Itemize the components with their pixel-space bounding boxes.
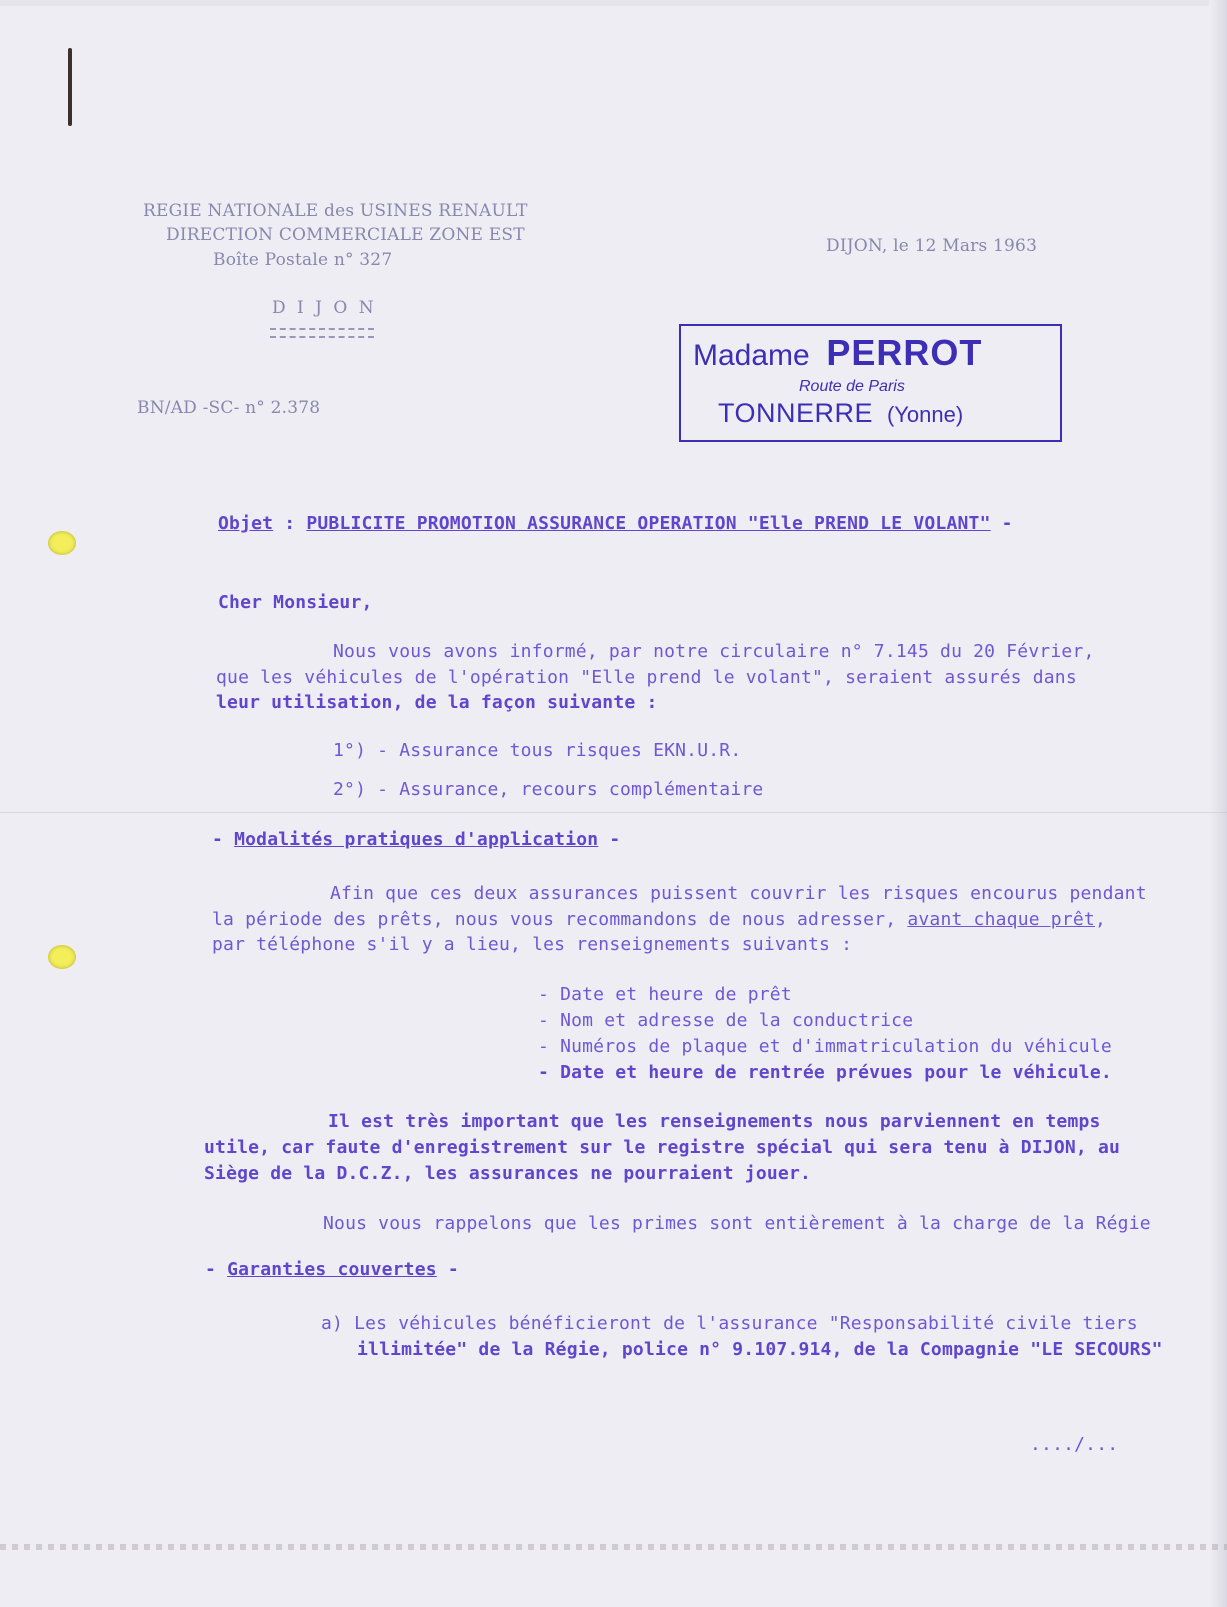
paragraph-line: Il est très important que les renseignements nous parviennent en temps bbox=[328, 1111, 1101, 1132]
stamp-city-line bbox=[718, 398, 963, 429]
intro-line: leur utilisation, de la façon suivante : bbox=[216, 692, 658, 713]
staple-icon bbox=[68, 48, 72, 126]
stamp-name-line bbox=[693, 332, 982, 374]
insurance-item: 2°) - Assurance, recours complémentaire bbox=[333, 779, 764, 800]
section-suffix: - bbox=[609, 829, 621, 850]
required-info-item: - Date et heure de prêt bbox=[538, 984, 792, 1005]
paper-right-edge bbox=[1209, 0, 1227, 1607]
section-suffix: - bbox=[447, 1259, 459, 1280]
subject-label: Objet bbox=[218, 513, 274, 534]
paragraph-text: , bbox=[1094, 909, 1107, 930]
section-prefix: - bbox=[205, 1259, 217, 1280]
guarantee-line: illimitée" de la Régie, police n° 9.107.914, de la Compagnie "LE SECOURS" bbox=[357, 1339, 1163, 1360]
paragraph-line: Siège de la D.C.Z., les assurances ne pourraient jouer. bbox=[204, 1163, 812, 1184]
continuation-mark: ..../... bbox=[1030, 1434, 1119, 1455]
required-info-item: - Numéros de plaque et d'immatriculation du véhicule bbox=[538, 1036, 1112, 1057]
paragraph-line: Afin que ces deux assurances puissent couvrir les risques encourus pendant bbox=[330, 883, 1147, 904]
punch-hole-icon bbox=[48, 531, 76, 555]
org-po-box: Boîte Postale n° 327 bbox=[213, 250, 393, 270]
org-name: REGIE NATIONALE des USINES RENAULT bbox=[143, 201, 528, 221]
emphasis-text: avant chaque prêt bbox=[907, 909, 1095, 930]
org-city: D I J O N bbox=[272, 298, 377, 318]
stamp-department: (Yonne) bbox=[886, 402, 964, 427]
stamp-street: Route de Paris bbox=[799, 378, 905, 395]
subject-text: PUBLICITE PROMOTION ASSURANCE OPERATION "Elle PREND LE VOLANT" bbox=[306, 513, 991, 534]
city-double-underline bbox=[270, 328, 374, 338]
stamp-city: TONNERRE bbox=[718, 398, 874, 428]
paper-fold bbox=[0, 812, 1227, 813]
required-info-item: - Nom et adresse de la conductrice bbox=[538, 1010, 914, 1031]
guarantee-line: a) Les véhicules bénéficieront de l'assurance "Responsabilité civile tiers bbox=[321, 1313, 1138, 1334]
stamp-surname: PERROT bbox=[826, 332, 983, 373]
letter-reference: BN/AD -SC- n° 2.378 bbox=[137, 398, 321, 418]
intro-line: Nous vous avons informé, par notre circulaire n° 7.145 du 20 Février, bbox=[333, 641, 1095, 662]
paragraph-text: la période des prêts, nous vous recommandons de nous adresser, bbox=[212, 909, 908, 930]
recipient-stamp bbox=[679, 324, 1062, 442]
section-heading-garanties bbox=[205, 1259, 459, 1280]
org-division: DIRECTION COMMERCIALE ZONE EST bbox=[166, 225, 525, 245]
salutation: Cher Monsieur, bbox=[218, 592, 373, 613]
section-title: Garanties couvertes bbox=[227, 1259, 437, 1280]
punch-hole-icon bbox=[48, 945, 76, 969]
intro-line: que les véhicules de l'opération "Elle prend le volant", seraient assurés dans bbox=[216, 667, 1077, 688]
paper-top-edge bbox=[0, 0, 1227, 6]
section-title: Modalités pratiques d'application bbox=[234, 829, 599, 850]
section-heading-modalites bbox=[212, 829, 620, 850]
insurance-item: 1°) - Assurance tous risques EKN.U.R. bbox=[333, 740, 742, 761]
subject-line bbox=[218, 513, 1013, 534]
stamp-title: Madame bbox=[693, 339, 810, 372]
letter-date: DIJON, le 12 Mars 1963 bbox=[826, 236, 1038, 256]
paragraph-line: Nous vous rappelons que les primes sont entièrement à la charge de la Régie bbox=[323, 1213, 1151, 1234]
paragraph-line bbox=[212, 909, 1106, 930]
subject-trail: - bbox=[1001, 513, 1013, 534]
subject-separator: : bbox=[284, 513, 296, 534]
section-prefix: - bbox=[212, 829, 224, 850]
paragraph-line: par téléphone s'il y a lieu, les renseignements suivants : bbox=[212, 934, 853, 955]
torn-bottom-edge bbox=[0, 1544, 1227, 1550]
required-info-item: - Date et heure de rentrée prévues pour le véhicule. bbox=[538, 1062, 1112, 1083]
paragraph-line: utile, car faute d'enregistrement sur le registre spécial qui sera tenu à DIJON, au bbox=[204, 1137, 1121, 1158]
